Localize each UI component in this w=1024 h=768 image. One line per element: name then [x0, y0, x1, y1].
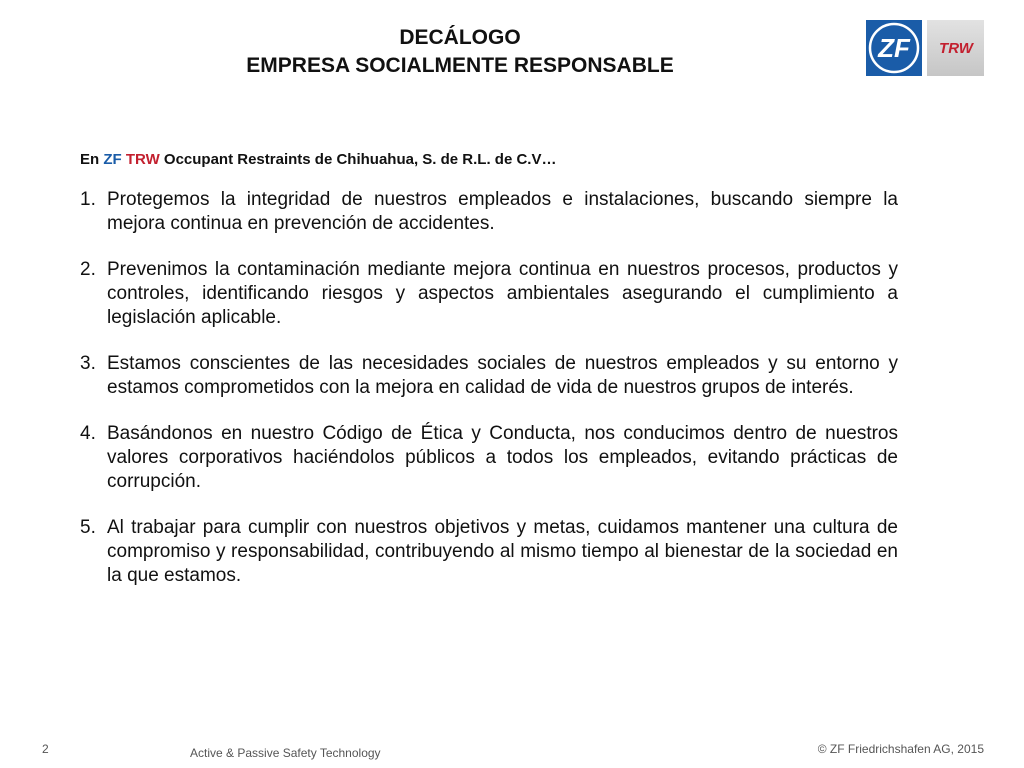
list-item-number: 1.: [80, 189, 96, 210]
intro-brand-trw: TRW: [125, 151, 160, 168]
list-item-number: 2.: [80, 259, 96, 280]
trw-logo-text: TRW: [939, 40, 973, 57]
zf-logo-text: ZF: [878, 33, 910, 63]
list-item: [80, 516, 898, 588]
zf-logo: [866, 20, 922, 76]
intro-line: [80, 150, 900, 170]
trw-logo-mark: [927, 20, 984, 76]
list-item-text: Estamos conscientes de las necesidades sociales de nuestros empleados y su entorno y estamos comprometidos con la mejora en calidad de vida de nuestros grupos de interés.: [107, 353, 898, 398]
list-item-text: Protegemos la integridad de nuestros empleados e instalaciones, buscando siempre la mejora continua en prevención de accidentes.: [107, 189, 898, 234]
list-item-text: Prevenimos la contaminación mediante mejora continua en nuestros procesos, productos y controles, identificando riesgos y aspectos ambientales asegurando el cumplimiento a legislación aplicable.: [107, 259, 898, 328]
list-item-text: Al trabajar para cumplir con nuestros objetivos y metas, cuidamos mantener una cultura de compromiso y responsabilidad, contribuyendo al mismo tiempo al bienestar de la sociedad en la que estamos.: [107, 517, 898, 586]
list-item-number: 3.: [80, 353, 96, 374]
list-item: [80, 352, 898, 400]
decalogue-list: [80, 188, 898, 610]
page-number: 2: [42, 742, 49, 756]
intro-brand-zf: ZF: [103, 151, 122, 168]
list-item: [80, 258, 898, 330]
logo-group: [866, 20, 984, 76]
list-item-number: 5.: [80, 517, 96, 538]
footer-copyright: © ZF Friedrichshafen AG, 2015: [817, 742, 984, 756]
slide-title: [150, 24, 770, 80]
intro-company: Occupant Restraints de Chihuahua, S. de R.L. de C.V…: [163, 151, 557, 168]
trw-logo: [927, 20, 984, 76]
footer-center-text: Active & Passive Safety Technology: [190, 746, 381, 760]
list-item-text: Basándonos en nuestro Código de Ética y Conducta, nos conducimos dentro de nuestros valores corporativos haciéndolos públicos a todos los empleados, evitando prácticas de corrupción.: [107, 423, 898, 492]
title-line-2: EMPRESA SOCIALMENTE RESPONSABLE: [246, 54, 674, 77]
list-item-number: 4.: [80, 423, 96, 444]
intro-prefix: En: [80, 151, 100, 168]
title-line-1: DECÁLOGO: [399, 26, 521, 49]
list-item: [80, 188, 898, 236]
zf-logo-mark: [866, 20, 922, 76]
list-item: [80, 422, 898, 494]
